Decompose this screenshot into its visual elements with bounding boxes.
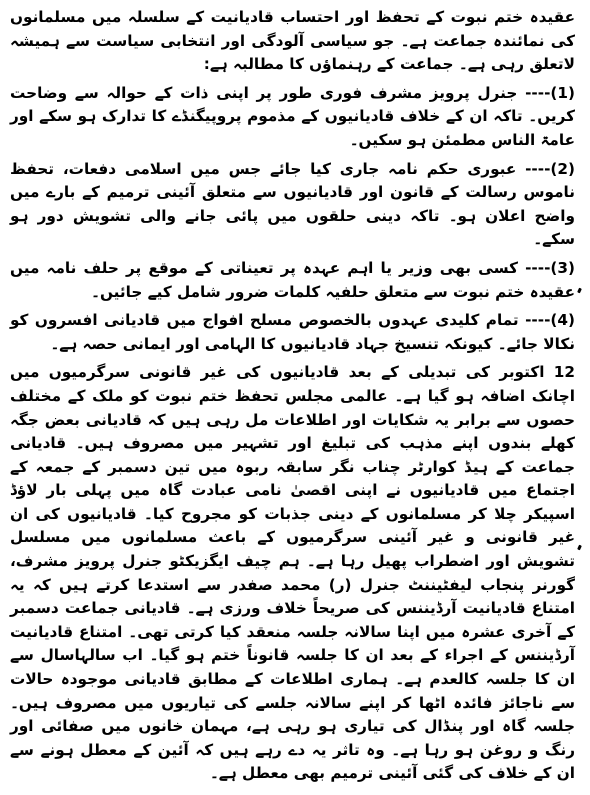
october-12-paragraph: 12 اکتوبر کی تبدیلی کے بعد قادیانیوں کی غیر قانونی سرگرمیوں میں اچانک اضافہ ہو گیا ہے۔ عالمی مجلس تحفظ ختم نبوت کو ملک کے مختلف حصوں سے برابر یہ شکایات اور اطلاعات مل رہی ہیں کہ قادیانی بعض جگہ کھلے بندوں اپنے مذہب کی تبلیغ اور تشہیر میں مصروف ہیں۔ قادیانی جماعت کے ہیڈ کوارٹر چناب نگر سابقہ ربوہ میں تین دسمبر کے جمعہ کے اجتماع میں قادیانیوں نے اپنی اقصیٰ نامی عبادت گاہ میں پہلی بار لاؤڈ اسپیکر چلا کر مسلمانوں کے دینی جذبات کو مجروح کیا۔ قادیانیوں کی ان غیر قانونی و غیر آئینی سرگرمیوں کے باعث مسلمانوں میں مسلسل تشویش اور اضطراب پھیل رہا ہے۔ ہم چیف ایگزیکٹو جنرل پرویز مشرف، گورنر پنجاب لیفٹیننٹ جنرل (ر) محمد صفدر سے استدعا کرتے ہیں کہ یہ امتناع قادیانیت آرڈیننس کی صریحاً خلاف ورزی ہے۔ قادیانی جماعت دسمبر کے آخری عشرہ میں اپنا سالانہ جلسہ منعقد کیا کرتی تھی۔ امتناع قادیانیت آرڈیننس کے اجراء کے بعد ان کا جلسہ قانوناً ختم ہو گیا۔ اب سالہاسال سے ان کا جلسہ کالعدم ہے۔ ہماری اطلاعات کے مطابق قادیانی موجودہ حالات سے ناجائز فائدہ اٹھا کر اپنے سالانہ جلسے کی تیاریوں میں مصروف ہیں۔ جلسہ گاہ اور پنڈال کی تیاری ہو رہی ہے، مہمان خانوں میں صفائی اور رنگ و روغن ہو رہا ہے۔ وہ تاثر یہ دے رہے ہیں کہ آئین کے معطل ہونے سے ان کے خلاف کی گئی آئینی ترمیم بھی معطل ہے۔: [10, 363, 575, 783]
article-body: [10, 6, 575, 786]
intro-paragraph: عقیدہ ختم نبوت کے تحفظ اور احتساب قادیانیت کے سلسلہ میں مسلمانوں کی نمائندہ جماعت ہے۔ جو سیاسی آلودگی اور انتخابی سیاست سے ہمیشہ لاتعلق رہی ہے۔ جماعت کے رہنماؤں کا مطالبہ ہے:: [10, 8, 575, 74]
demand-3-paragraph: (3)---- کسی بھی وزیر یا اہم عہدہ پر تعیناتی کے موقع پر حلف نامہ میں عقیدہ ختم نبوت سے متعلق حلفیہ کلمات ضرور شامل کیے جائیں۔: [10, 258, 575, 301]
margin-dot: [577, 288, 582, 294]
demand-4-paragraph: (4)---- تمام کلیدی عہدوں بالخصوص مسلح افواج میں قادیانی افسروں کو نکالا جائے۔ کیونکہ تنسیخ جہاد قادیانیوں کا الہامی اور ایمانی حصہ ہے۔: [10, 311, 575, 353]
demand-2-paragraph: (2)---- عبوری حکم نامہ جاری کیا جائے جس میں اسلامی دفعات، تحفظ ناموس رسالت کے قانون اور قادیانیوں سے متعلق آئینی ترمیم کے بارے میں واضح اعلان ہو۔ تاکہ دینی حلقوں میں پائی جانے والی تشویش دور ہو سکے۔: [10, 159, 575, 249]
margin-dot: [577, 545, 582, 551]
demand-1-paragraph: (1)---- جنرل پرویز مشرف فوری طور پر اپنی ذات کے حوالہ سے وضاحت کریں۔ تاکہ ان کے خلاف قادیانیوں کے مذموم پروپیگنڈے کا تدارک ہو سکے اور عامۃ الناس مطمئن ہو سکیں۔: [10, 83, 575, 149]
